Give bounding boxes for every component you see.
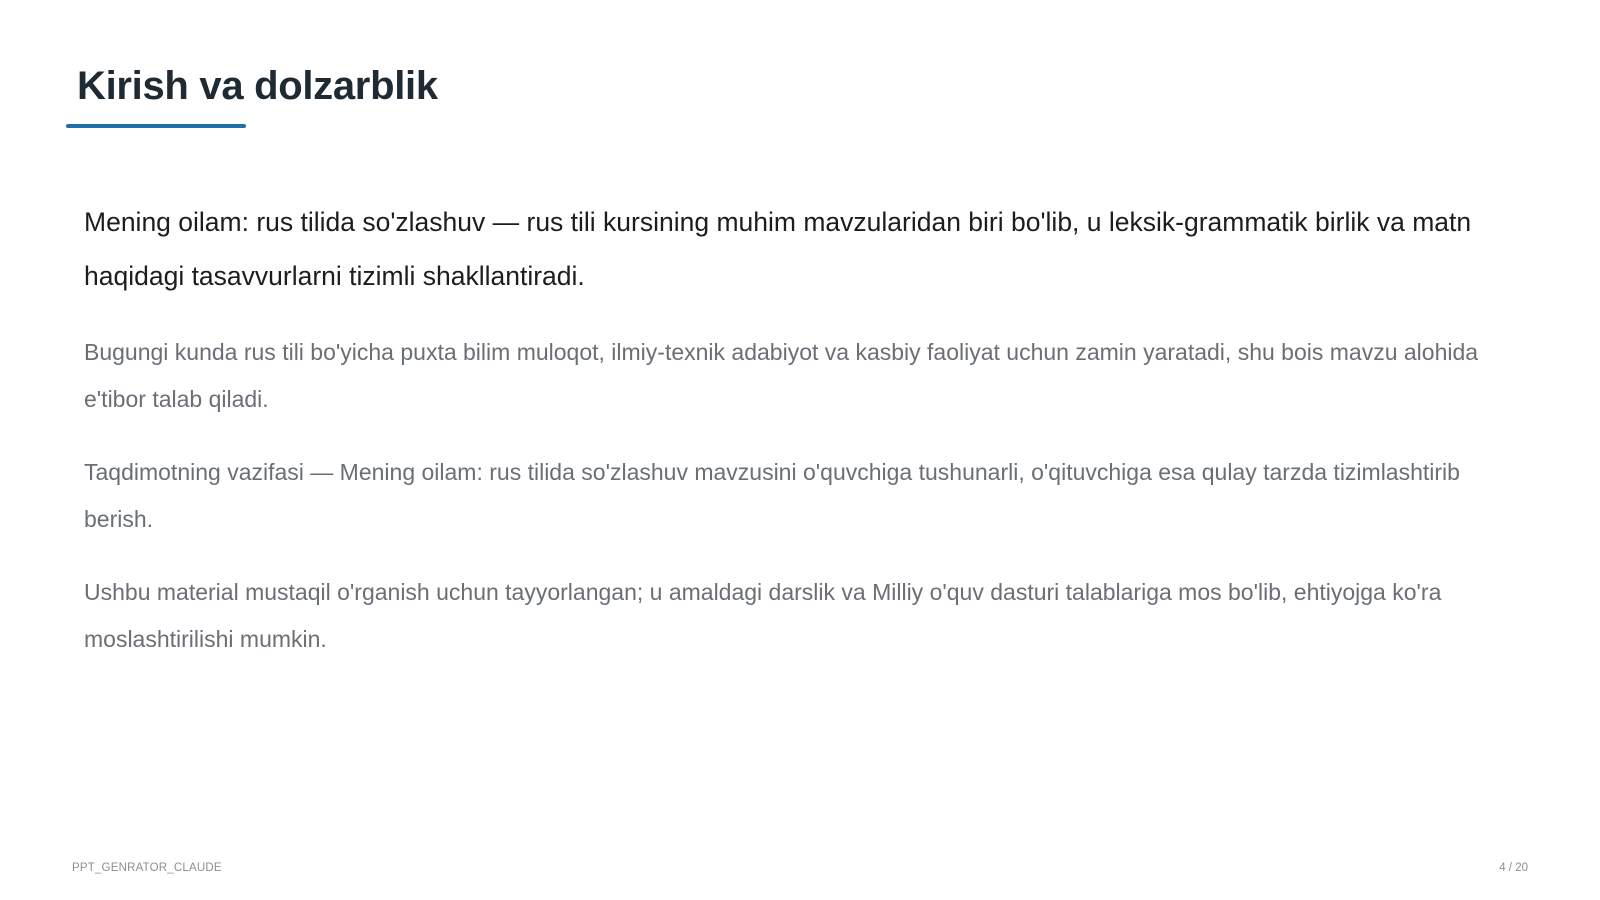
body-paragraph-3: Ushbu material mustaqil o'rganish uchun tayyorlangan; u amaldagi darslik va Milliy o'quv dasturi talablariga mos bo'lib, ehtiyojga ko'ra moslashtirilishi mumkin.: [84, 579, 1442, 652]
title-underline-accent: [66, 124, 246, 128]
slide-title: Kirish va dolzarblik: [77, 64, 438, 108]
footer-source-label: PPT_GENRATOR_CLAUDE: [72, 862, 222, 874]
body-paragraph-1: Bugungi kunda rus tili bo'yicha puxta bilim muloqot, ilmiy-texnik adabiyot va kasbiy faoliyat uchun zamin yaratadi, shu bois mavzu alohida e'tibor talab qiladi.: [84, 339, 1479, 412]
lead-paragraph: Mening oilam: rus tilida so'zlashuv — rus tili kursining muhim mavzularidan biri bo'lib, u leksik-grammatik birlik va matn haqidagi tasavvurlarni tizimli shakllantiradi.: [84, 207, 1472, 291]
body-paragraph-2: Taqdimotning vazifasi — Mening oilam: rus tilida so'zlashuv mavzusini o'quvchiga tushunarli, o'qituvchiga esa qulay tarzda tizimlashtirib berish.: [84, 459, 1460, 532]
page-number: 4 / 20: [1499, 862, 1528, 874]
slide-body: [84, 195, 1534, 689]
